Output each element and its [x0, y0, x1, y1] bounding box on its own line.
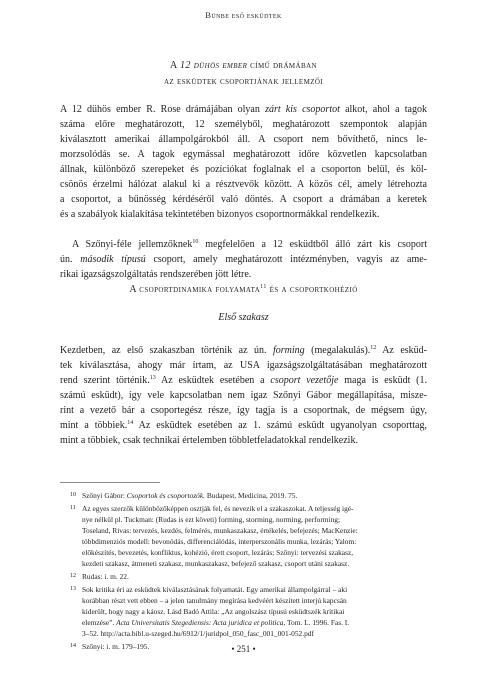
footnote-13	[60, 584, 427, 639]
footnote-line: nye nélkül pl. Tuckman: (Rudas is ezt követi) forming, storming, norming, performing;	[82, 515, 341, 524]
footnote-line: Szőnyi: i. m. 179–195.	[82, 642, 150, 651]
text-line: A Szőnyi-féle jellemzőknek$^{10}$ megfelelően a 12 esküdtből álló zárt kis csoport	[72, 239, 427, 250]
footnote-number: 11	[70, 505, 76, 511]
footnote-line: Rudas: i. m. 22.	[82, 572, 129, 581]
footnote-line: Toseland, Rivas: tervezés, kezdés, felmérés, munkaszakasz, értékelés, befejezés; MacKenzie:	[82, 526, 358, 535]
footnote-number: 13	[70, 586, 76, 592]
footnote-url-line[interactable]: 3–52. http://acta.bibl.u-szeged.hu/6912/1/juridpol_050_fasc_001_001-052.pdf	[82, 629, 314, 638]
footnote-ref-12[interactable]: 12	[370, 345, 377, 351]
text-line: rint a vezető bár a csoportegész része, így tagja is a csoportnak, de mégsem úgy,	[60, 405, 427, 416]
text-line: állnak, különböző szerepeket és pozíciókat foglalnak el a csoporton belül, és köl-	[60, 164, 427, 175]
footnote-10	[60, 490, 427, 501]
text-line: és a szabályok kialakítása tekintetében bizonyos csoportnormákkal rendelkezik.	[60, 209, 380, 220]
section-2-title: A csoportdinamika folyamata$^{11}$ és a csoportkohézió	[129, 284, 358, 295]
text-line: rend szerint történik.$^{13}$ Az esküdtek esetében a csoport vezetője maga is esküdt (1.	[60, 375, 428, 386]
text-line: rikai igazságszolgáltatás rendszerében jött létre.	[60, 269, 252, 280]
text-line: a csoportot, a bűnösség kérdéséről való döntés. A csoport a drámában a keretek	[60, 194, 427, 205]
paragraph-1	[60, 102, 427, 222]
footnote-ref-14[interactable]: 14	[127, 420, 134, 426]
footnote-ref-13[interactable]: 13	[149, 375, 156, 381]
footnote-line: többdimenziós modell: bevonódás, differenciálódás, interperszonális munka, lezárás; Yalom:	[82, 537, 357, 546]
text-line: kiválasztott amerikai állampolgárokból áll. A csoport nem bővíthető, nincs le-	[60, 134, 427, 145]
subsection-title: Első szakasz	[218, 312, 269, 323]
footnote-line: korábban részt vett ebben – a jelen tanulmány megírása kedvéért készített interjú kapcsán	[82, 596, 347, 605]
footnote-number: 10	[70, 492, 76, 498]
text-line: számú esküdt), így vele kapcsolatban nem igaz Szőnyi Gábor megállapítása, misze-	[60, 390, 427, 401]
paragraph-3	[60, 343, 427, 448]
paragraph-2	[60, 237, 427, 282]
text-line: morzsolódás se. A tagok egymással meghatározott időre közvetlen kapcsolatban	[60, 149, 427, 160]
text-line: A 12 dühös ember R. Rose drámájában olyan zárt kis csoportot alkot, ahol a tagok	[60, 104, 427, 115]
text-line: mint a többiek.$^{14}$ Az esküdtek esetében az 1. számú esküdt ugyanolyan csoporttag,	[60, 420, 427, 431]
section-title	[60, 58, 427, 90]
text-line: száma előre meghatározott, 12 személyből, meghatározott szempontok alapján	[60, 119, 427, 130]
footnote-line: előkészítés, bevezetés, konfliktus, kohézió, érett csoport, lezárás; Szőnyi: tervezési szakasz,	[82, 548, 354, 557]
text-line: Kezdetben, az első szakaszban történik az ún. forming (megalakulás).$^{12}$ Az esküd-	[60, 345, 428, 356]
footnote-12	[60, 571, 427, 582]
footnote-line: kiderült, hogy nagy a káosz. Lásd Badó Attila: „Az angolszász típusú esküdtszék kritikai	[82, 607, 345, 616]
footnote-number: 14	[70, 643, 76, 649]
footnotes	[60, 490, 427, 654]
footnote-divider	[60, 482, 160, 483]
footnote-ref-10[interactable]: 10	[192, 239, 199, 245]
footnote-line: Az egyes szerzők különbözőképpen osztják fel, és nevezik el a szakaszokat. A teljesség igé-	[82, 504, 354, 513]
footnote-number: 12	[70, 573, 76, 579]
text-line: csönös érzelmi hálózat alakul ki a résztvevők között. A közös cél, amely létrehozta	[60, 179, 427, 190]
text-line: mint a többiek, csak technikai értelemben többletfeladatokkal rendelkezik.	[60, 435, 358, 446]
footnote-line: Sok kritika éri az esküdtek kiválasztásának folyamatát. Egy amerikai állampolgárral – aki	[82, 585, 348, 594]
section-title-line-2: az esküdtek csoportjának jellemzői	[163, 76, 324, 87]
footnote-line: elemzése”. Acta Universitatis Szegediensis: Acta juridica et politica, Tom. L. 1996. Fas. I.	[82, 618, 350, 627]
footnote-line: kezdeti szakasz, átmeneti szakasz, munkaszakasz, befejező szakasz, csoport utáni szakasz.	[82, 559, 350, 568]
text-line: ún. második típusú csoport, amely meghatározott intézményben, vagyis az ame-	[60, 254, 427, 265]
section-title-line-1: A 12 dühös ember című drámában	[170, 60, 317, 71]
page-number: • 251 •	[231, 644, 256, 654]
footnote-ref-11[interactable]: 11	[260, 284, 267, 290]
footnote-line: Szőnyi Gábor: Csoportok és csoportozók. Budapest, Medicina, 2019. 75.	[82, 491, 298, 500]
footnote-11	[60, 503, 427, 569]
running-head: Bünbe eső esküdtek	[205, 10, 282, 20]
text-line: tek kiválasztása, ahogy már írtam, az USA igazságszolgáltatásában meghatározott	[60, 360, 427, 371]
